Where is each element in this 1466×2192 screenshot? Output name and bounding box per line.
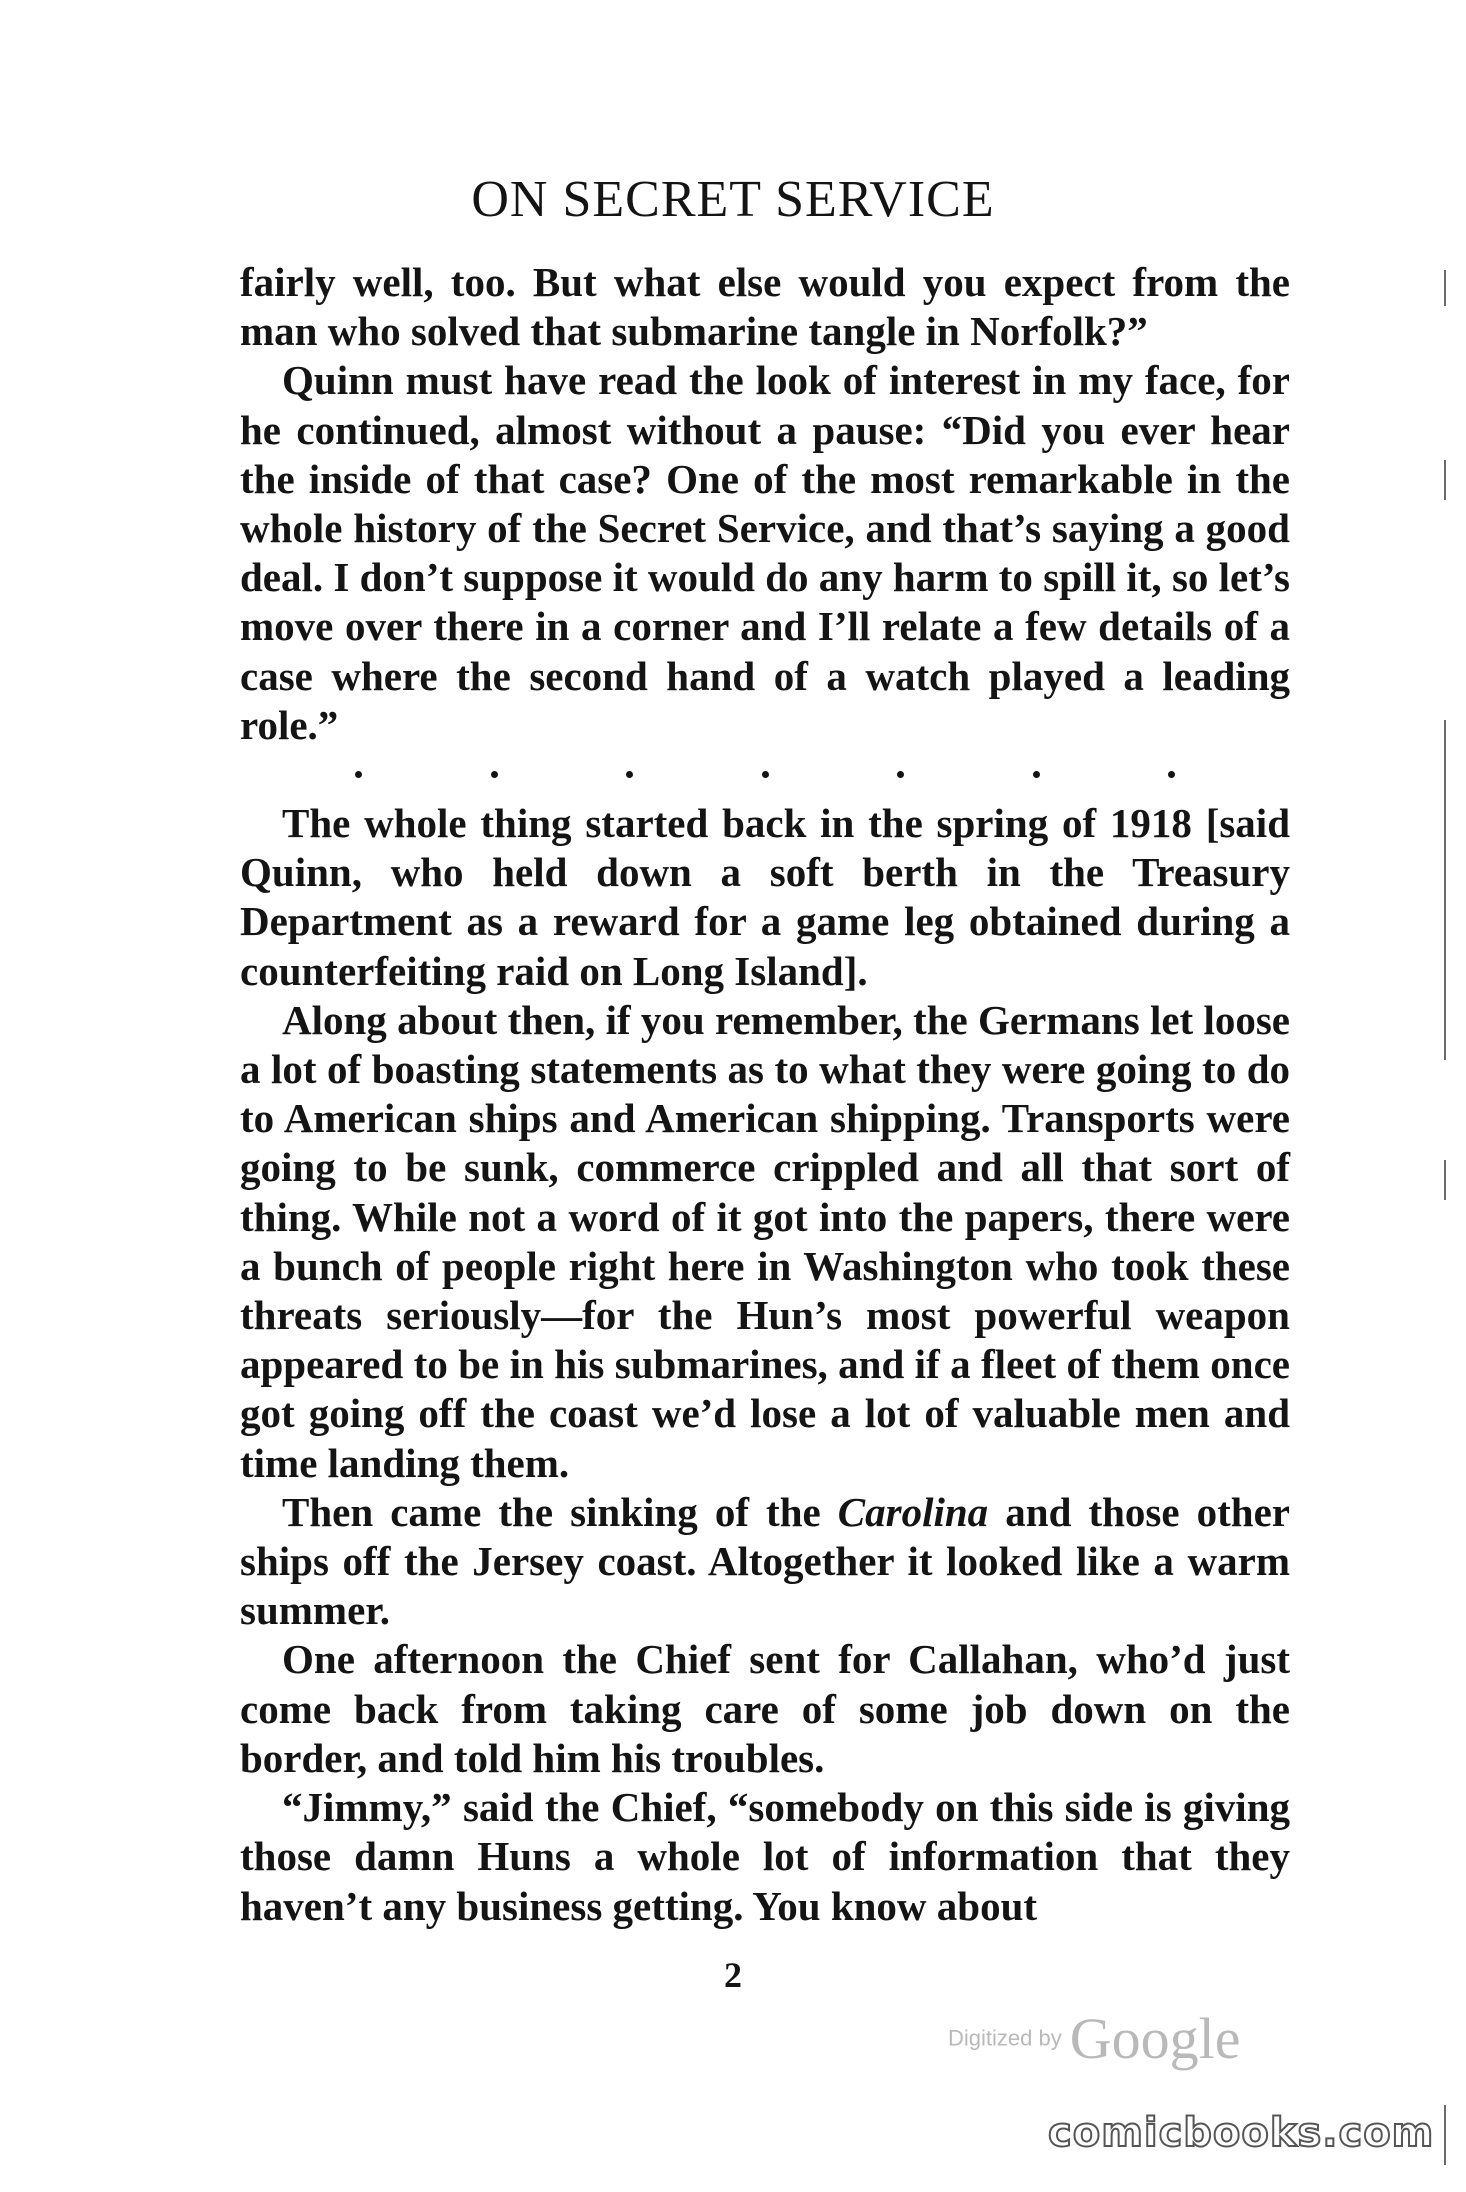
paragraph-text: and those other ships off the Jersey coast. Altogether it looked like a warm summer. <box>240 1488 1290 1634</box>
dot <box>1033 771 1040 778</box>
paragraph: fairly well, too. But what else would you expect from the man who solved that submarine tangle in Norfolk?” <box>240 259 1290 355</box>
section-break-dots <box>240 750 1290 799</box>
paragraph <box>240 1488 1290 1636</box>
dot <box>897 771 904 778</box>
site-watermark: comicbooks.com <box>1048 2110 1435 2156</box>
running-head: ON SECRET SERVICE <box>471 171 995 228</box>
dot <box>762 771 769 778</box>
body-text <box>240 258 1290 1931</box>
digitized-watermark <box>948 2005 1268 2075</box>
scan-edge-mark <box>1444 460 1446 500</box>
paragraph: Along about then, if you remember, the Germans let loose a lot of boasting statements as to what they were going to do to American ships and American shipping. Transports were going to be sunk, commerce crippled and all that sort of thing. While not a word of it got into the papers, there were a bunch of people right here in Washington who took these threats seriously—for the Hun’s most powerful weapon appeared to be in his submarines, and if a fleet of them once got going off the coast we’d lose a lot of valuable men and time landing them. <box>240 996 1290 1486</box>
watermark-prefix: Digitized by <box>948 2025 1062 2051</box>
watermark-logo: Google <box>1069 2006 1241 2071</box>
scan-edge-mark <box>1444 1160 1446 1200</box>
paragraph: One afternoon the Chief sent for Callahan, who’d just come back from taking care of some job down on the border, and told him his troubles. <box>240 1636 1290 1781</box>
scan-edge-mark <box>1444 2105 1446 2165</box>
paragraph: The whole thing started back in the spring of 1918 [said Quinn, who held down a soft berth in the Treasury Department as a reward for a game leg obtained during a counterfeiting raid on Long Island]. <box>240 800 1290 994</box>
ship-name-italic: Carolina <box>837 1488 989 1535</box>
paragraph-text: Then came the sinking of the <box>282 1488 838 1535</box>
dot <box>1168 771 1175 778</box>
dot <box>626 771 633 778</box>
scan-edge-mark <box>1444 270 1446 306</box>
paragraph: Quinn must have read the look of interest in my face, for he continued, almost without a pause: “Did you ever hear the inside of that case? One of the most remarkable in the whole history of the Secret Service, and that’s saying a good deal. I don’t suppose it would do any harm to spill it, so let’s move over there in a corner and I’ll relate a few details of a case where the second hand of a watch played a leading role.” <box>240 357 1290 748</box>
scan-edge-mark <box>1444 720 1446 1060</box>
paragraph: “Jimmy,” said the Chief, “somebody on this side is giving those damn Huns a whole lot of information that they haven’t any business getting. You know about <box>240 1784 1290 1929</box>
page-number: 2 <box>724 1955 742 1995</box>
dot <box>355 771 362 778</box>
dot <box>491 771 498 778</box>
